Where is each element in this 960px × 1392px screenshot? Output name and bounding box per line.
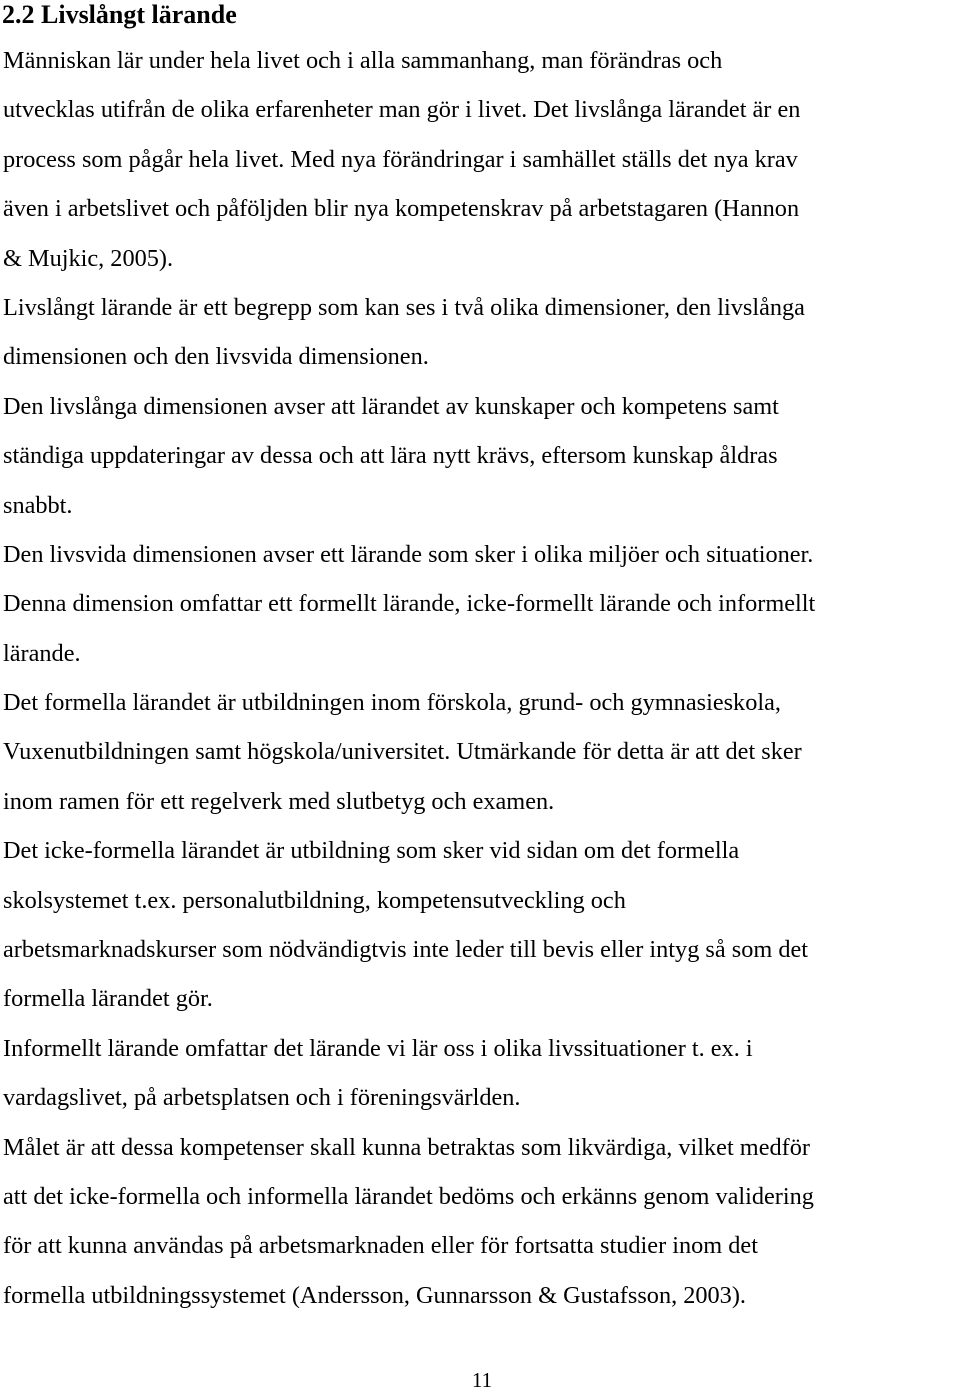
text-line: inom ramen för ett regelverk med slutbetyg och examen. (3, 787, 555, 815)
text-line: lärande. (3, 639, 81, 667)
body-text (3, 36, 960, 1320)
text-line: även i arbetslivet och påföljden blir nya kompetenskrav på arbetstagaren (Hannon (3, 195, 800, 223)
text-line: Det formella lärandet är utbildningen inom förskola, grund- och gymnasieskola, (3, 689, 781, 717)
page-number: 11 (471, 1368, 493, 1392)
text-line: dimensionen och den livsvida dimensionen. (3, 343, 429, 371)
text-line: Informellt lärande omfattar det lärande vi lär oss i olika livssituationer t. ex. i (3, 1034, 753, 1062)
text-line: utvecklas utifrån de olika erfarenheter man gör i livet. Det livslånga lärandet är en (3, 96, 801, 124)
text-line: ständiga uppdateringar av dessa och att lära nytt krävs, eftersom kunskap åldras (3, 442, 778, 470)
text-line: snabbt. (3, 491, 73, 519)
text-line: Det icke-formella lärandet är utbildning som sker vid sidan om det formella (3, 837, 740, 865)
text-line: Målet är att dessa kompetenser skall kunna betraktas som likvärdiga, vilket medför (3, 1133, 810, 1161)
text-line: Livslångt lärande är ett begrepp som kan ses i två olika dimensioner, den livslånga (3, 293, 805, 321)
text-line: Den livslånga dimensionen avser att lärandet av kunskaper och kompetens samt (3, 392, 779, 420)
text-line: Den livsvida dimensionen avser ett lärande som sker i olika miljöer och situationer. (3, 540, 814, 568)
section-heading: 2.2 Livslångt lärande (2, 0, 237, 29)
text-line: att det icke-formella och informella lärandet bedöms och erkänns genom validering (3, 1182, 814, 1210)
text-line: formella lärandet gör. (3, 985, 213, 1013)
text-line: Vuxenutbildningen samt högskola/universitet. Utmärkande för detta är att det sker (3, 738, 802, 766)
text-line: arbetsmarknadskurser som nödvändigtvis inte leder till bevis eller intyg så som det (3, 936, 809, 964)
text-line: Människan lär under hela livet och i alla sammanhang, man förändras och (3, 47, 723, 74)
text-line: & Mujkic, 2005). (3, 244, 174, 272)
text-line: för att kunna användas på arbetsmarknaden eller för fortsatta studier inom det (3, 1232, 758, 1260)
text-line: Denna dimension omfattar ett formellt lärande, icke-formellt lärande och informellt (3, 590, 816, 618)
text-line: formella utbildningssystemet (Andersson, Gunnarsson & Gustafsson, 2003). (3, 1281, 747, 1309)
text-line: vardagslivet, på arbetsplatsen och i föreningsvärlden. (3, 1084, 521, 1112)
text-line: process som pågår hela livet. Med nya förändringar i samhället ställs det nya krav (3, 145, 798, 173)
text-line: skolsystemet t.ex. personalutbildning, kompetensutveckling och (3, 886, 626, 914)
